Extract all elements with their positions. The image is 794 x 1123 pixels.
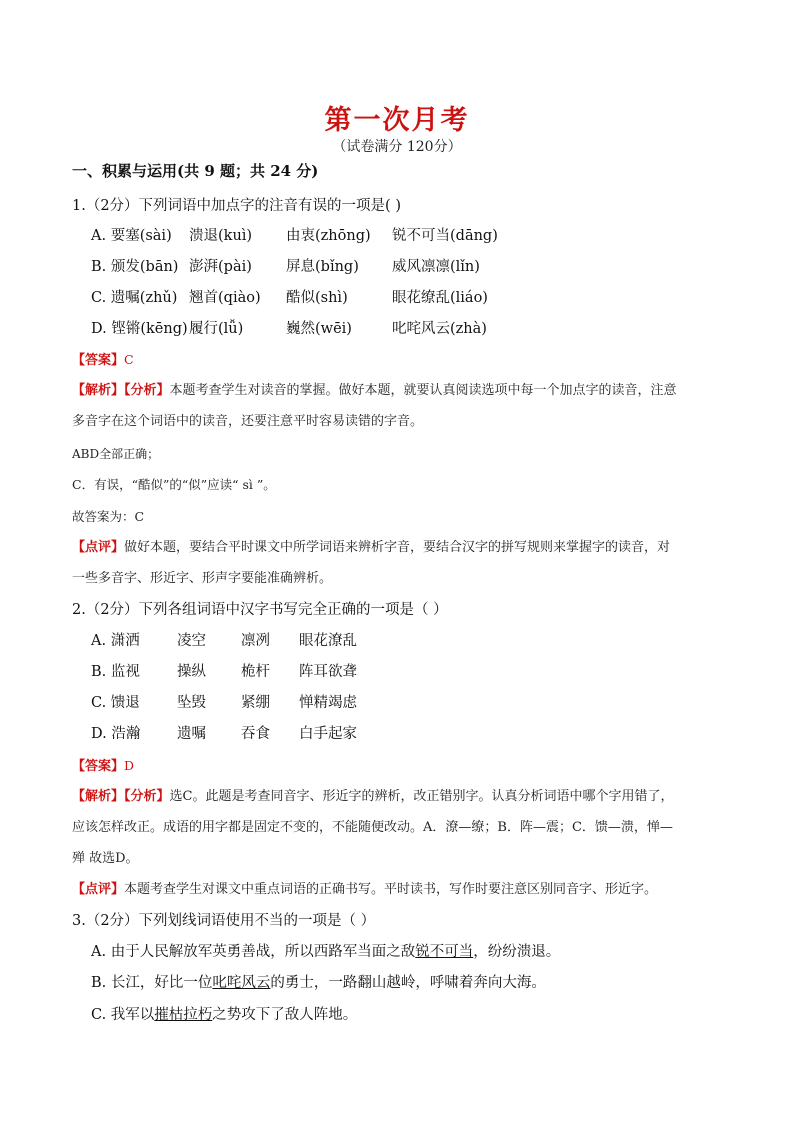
answer-value: D	[124, 758, 135, 773]
q3-option-text: 的勇士，一路翻山越岭，呼啸着奔向大海。	[270, 975, 546, 991]
q2-option-word: 桅杆	[241, 664, 270, 680]
q1-option-word: 屏息(bǐng)	[286, 259, 359, 275]
comment-tag: 【点评】	[72, 540, 125, 555]
q2-option-word: 吞食	[241, 726, 270, 742]
q1-comment-cont: 一些多音字、形近字、形声字要能准确辨析。	[72, 571, 333, 586]
q2-comment	[72, 879, 732, 901]
page-subtitle: （试卷满分 120分）	[332, 139, 462, 155]
q1-option-word: 由衷(zhōng)	[286, 228, 371, 244]
q2-option-word: 凛冽	[241, 633, 270, 649]
q1-answer	[72, 349, 732, 372]
q1-final-answer: 故答案为：C	[72, 509, 145, 524]
q1-c-note: C．有误，“酷似”的“似”应读“ sì ”。	[72, 477, 276, 492]
q2-option-word: 惮精竭虑	[299, 695, 357, 711]
section-heading: 一、积累与运用(共 9 题；共 24 分)	[72, 162, 319, 180]
q2-answer	[72, 755, 732, 778]
q2-option-b	[91, 661, 751, 683]
q1-comment	[72, 537, 732, 559]
q2-option-word: 坠毁	[177, 695, 206, 711]
answer-value: C	[124, 352, 134, 367]
q3-underlined-word: 叱咤风云	[212, 975, 271, 991]
q2-option-word: 阵耳欲聋	[299, 664, 357, 680]
q1-option-word: 眼花缭乱(liáo)	[392, 290, 488, 306]
answer-tag: 【答案】	[72, 759, 125, 774]
q2-analysis	[72, 786, 732, 808]
comment-tag: 【点评】	[72, 882, 125, 897]
analysis-text: 本题考查学生对读音的掌握。做好本题，就要认真阅读选项中每一个加点字的读音，注意	[169, 383, 677, 398]
q1-option-word: 巍然(wēi)	[286, 321, 352, 337]
q2-option-word: 遗嘱	[177, 726, 206, 742]
q3-option-text: A. 由于人民解放军英勇善战，所以西路军当面之敌	[91, 944, 416, 960]
q1-option-d	[91, 318, 751, 340]
q2-option-word: 眼花潦乱	[299, 633, 357, 649]
q3-option-c	[91, 1004, 751, 1026]
q1-option-word: B. 颁发(bān)	[91, 259, 179, 275]
q1-abd-note: ABD全部正确；	[72, 447, 160, 461]
q1-option-word: 溃退(kuì)	[189, 228, 253, 244]
q1-option-word: C. 遗嘱(zhǔ)	[91, 290, 178, 306]
q2-option-word: 操纵	[177, 664, 206, 680]
comment-text: 本题考查学生对课文中重点词语的正确书写。平时读书，写作时要注意区别同音字、形近字。	[124, 882, 658, 897]
q1-option-word: 锐不可当(dāng)	[392, 228, 498, 244]
question-3-stem: 3.（2分）下列划线词语使用不当的一项是（ ）	[72, 913, 376, 929]
q3-option-a	[91, 941, 751, 963]
q2-option-word: 紧绷	[241, 695, 270, 711]
q2-option-word: D. 浩瀚	[91, 726, 141, 742]
q2-option-word: 凌空	[177, 633, 206, 649]
q3-option-text: 之势攻下了敌人阵地。	[212, 1007, 358, 1023]
analysis-tag: 【解析】【分析】	[72, 789, 170, 804]
q1-option-a	[91, 225, 751, 247]
q1-analysis	[72, 380, 732, 402]
q2-option-word: A. 潇洒	[91, 633, 140, 649]
q3-option-b	[91, 972, 751, 994]
q1-option-word: 履行(lǚ)	[189, 321, 244, 337]
answer-tag: 【答案】	[72, 353, 125, 368]
q2-option-word: B. 监视	[91, 664, 140, 680]
q3-underlined-word: 锐不可当	[415, 944, 474, 960]
q3-option-text: ，纷纷溃退。	[473, 944, 561, 960]
q3-option-text: B. 长江，好比一位	[91, 975, 213, 991]
question-1-stem: 1.（2分）下列词语中加点字的注音有误的一项是( )	[72, 198, 401, 214]
q2-option-word: 白手起家	[299, 726, 357, 742]
page-title: 第一次月考	[324, 105, 470, 136]
q2-option-a	[91, 630, 751, 652]
q3-option-text: C. 我军以	[91, 1007, 155, 1023]
q1-option-word: 叱咤风云(zhà)	[392, 321, 487, 337]
q1-option-word: 翘首(qiào)	[189, 290, 261, 306]
q1-option-b	[91, 256, 751, 278]
q1-option-word: 澎湃(pài)	[189, 259, 252, 275]
question-2-stem: 2.（2分）下列各组词语中汉字书写完全正确的一项是（ ）	[72, 602, 448, 618]
comment-text: 做好本题，要结合平时课文中所学词语来辨析字音，要结合汉字的拼写规则来掌握字的读音，对	[124, 540, 671, 555]
q1-option-word: A. 要塞(sài)	[91, 228, 172, 244]
q2-option-c	[91, 692, 751, 714]
q2-analysis-cont-2: 殚 故选D。	[72, 851, 139, 866]
q3-underlined-word: 摧枯拉朽	[154, 1007, 213, 1023]
analysis-tag: 【解析】【分析】	[72, 383, 170, 398]
q1-option-c	[91, 287, 751, 309]
analysis-text: 选C。此题是考查同音字、形近字的辨析，改正错别字。认真分析词语中哪个字用错了，	[169, 789, 674, 804]
q1-option-word: D. 铿锵(kēng)	[91, 321, 188, 337]
q1-option-word: 威风凛凛(lǐn)	[392, 259, 480, 275]
q2-option-word: C. 馈退	[91, 695, 140, 711]
q1-option-word: 酷似(shì)	[286, 290, 348, 306]
q2-option-d	[91, 723, 751, 745]
q2-analysis-cont: 应该怎样改正。成语的用字都是固定不变的，不能随便改动。A．潦—缭；B．阵—震；C．馈—溃，惮—	[72, 820, 673, 835]
q1-analysis-cont: 多音字在这个词语中的读音，还要注意平时容易读错的字音。	[72, 414, 424, 429]
